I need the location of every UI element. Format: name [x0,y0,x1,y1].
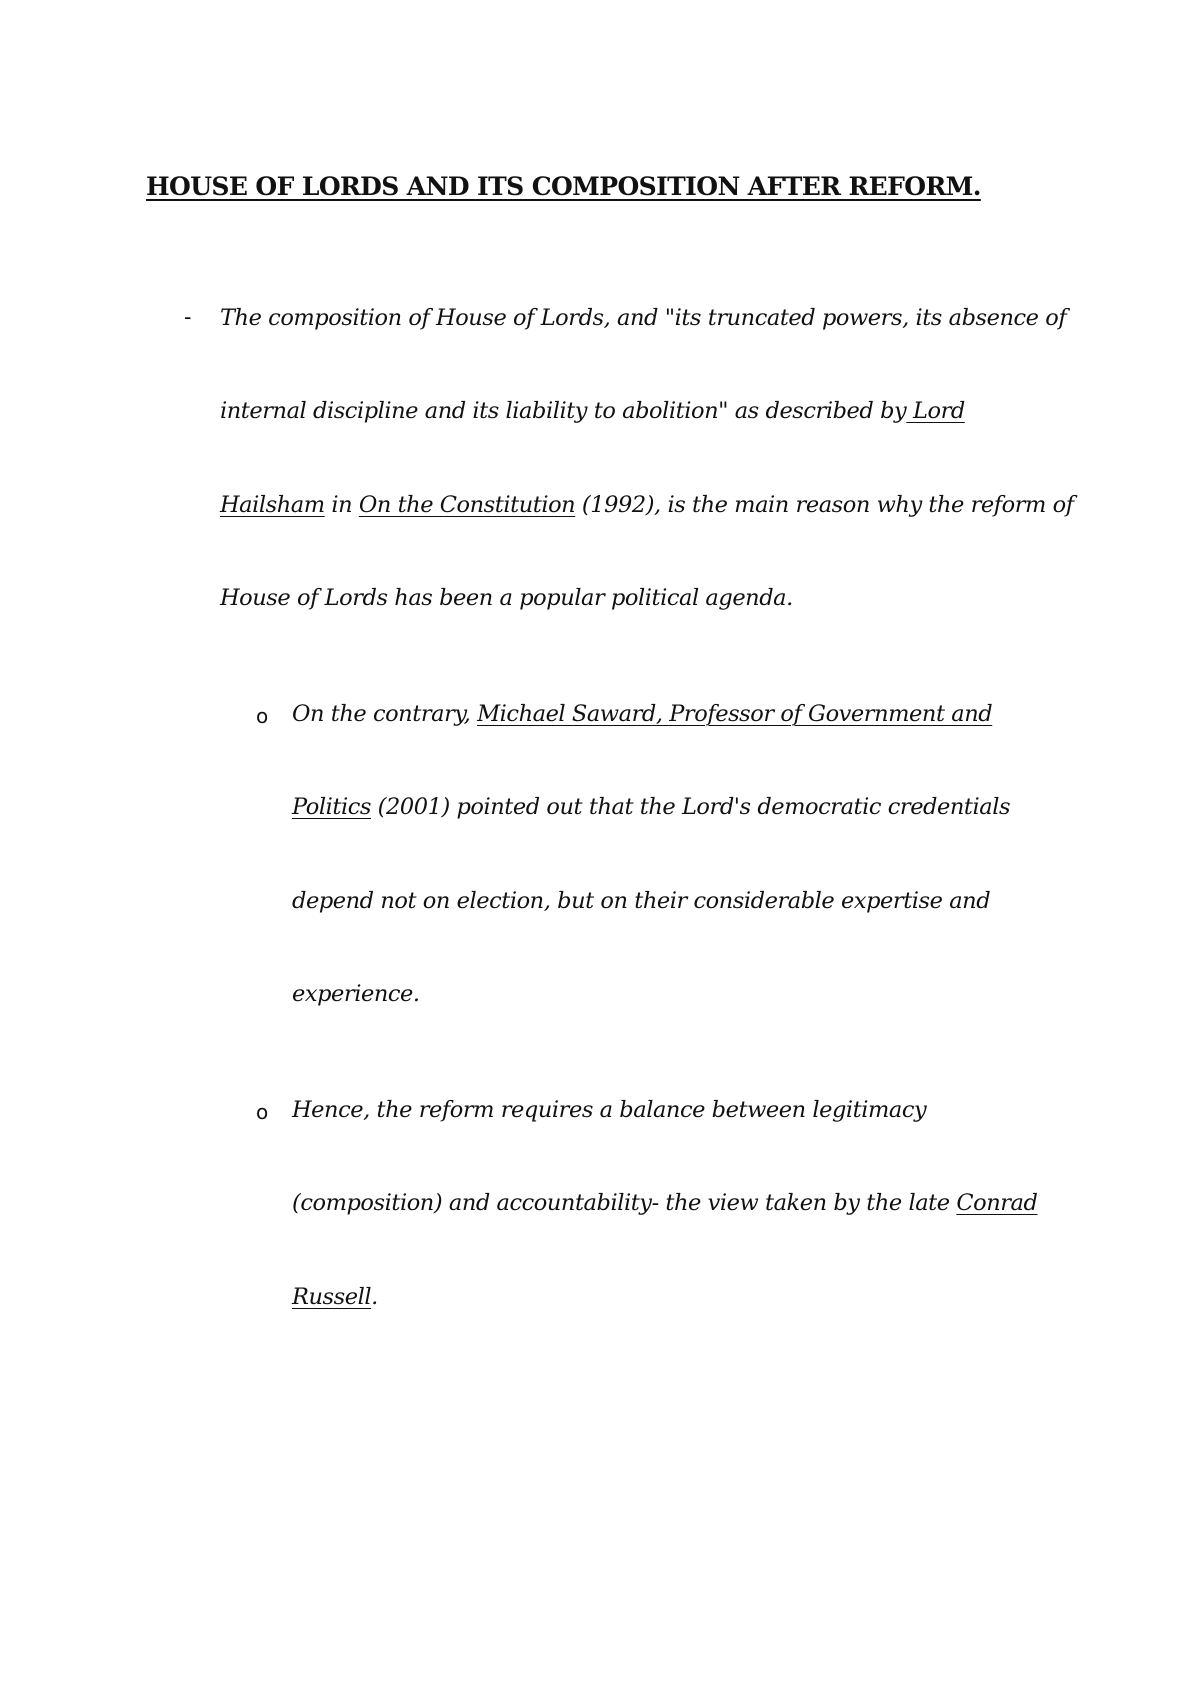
sub-bullet-text: . [371,1284,378,1310]
bullet-dash-marker: - [184,305,192,330]
sub-bullet-2-line-1 [292,1095,926,1125]
sub-bullet-text: On the contrary, [292,701,478,727]
main-bullet-line-3 [220,490,1074,520]
main-bullet-line-1 [220,303,1066,333]
sub-bullet-2-line-3 [292,1282,378,1312]
main-bullet-line-4 [220,583,793,613]
reference-michael-saward: Michael Saward, Professor of Government and [477,701,993,727]
main-bullet-text: The composition of House of Lords, and "its truncated powers, its absence of [220,305,1067,331]
reference-lord-hailsham: Lord [906,398,965,424]
sub-bullet-marker: o [256,1100,269,1124]
sub-bullet-1-line-2 [292,792,1010,822]
sub-bullet-text: depend not on election, but on their considerable expertise and [292,888,991,914]
reference-russell: Russell [292,1284,372,1310]
main-bullet-text: (1992), is the main reason why the reform of [575,492,1074,518]
reference-politics: Politics [292,794,371,820]
reference-conrad-russell: Conrad [956,1190,1038,1216]
sub-bullet-2-line-2 [292,1188,1037,1218]
sub-bullet-text: (2001) pointed out that the Lord's democratic credentials [370,794,1011,820]
main-bullet-line-2 [220,396,965,426]
page-title: HOUSE OF LORDS AND ITS COMPOSITION AFTER REFORM. [146,172,981,201]
sub-bullet-marker: o [256,704,269,728]
main-bullet-text: internal discipline and its liability to abolition" as described by [220,398,907,424]
sub-bullet-1-line-4 [292,979,420,1009]
main-bullet-text: in [324,492,359,518]
reference-hailsham: Hailsham [220,492,325,518]
sub-bullet-text: Hence, the reform requires a balance between legitimacy [292,1097,927,1123]
sub-bullet-1-line-3 [292,886,990,916]
sub-bullet-text: (composition) and accountability- the view taken by the late [292,1190,957,1216]
main-bullet-text: House of Lords has been a popular political agenda. [220,585,793,611]
sub-bullet-text: experience. [292,981,420,1007]
sub-bullet-1-line-1 [292,699,992,729]
reference-on-the-constitution: On the Constitution [358,492,576,518]
